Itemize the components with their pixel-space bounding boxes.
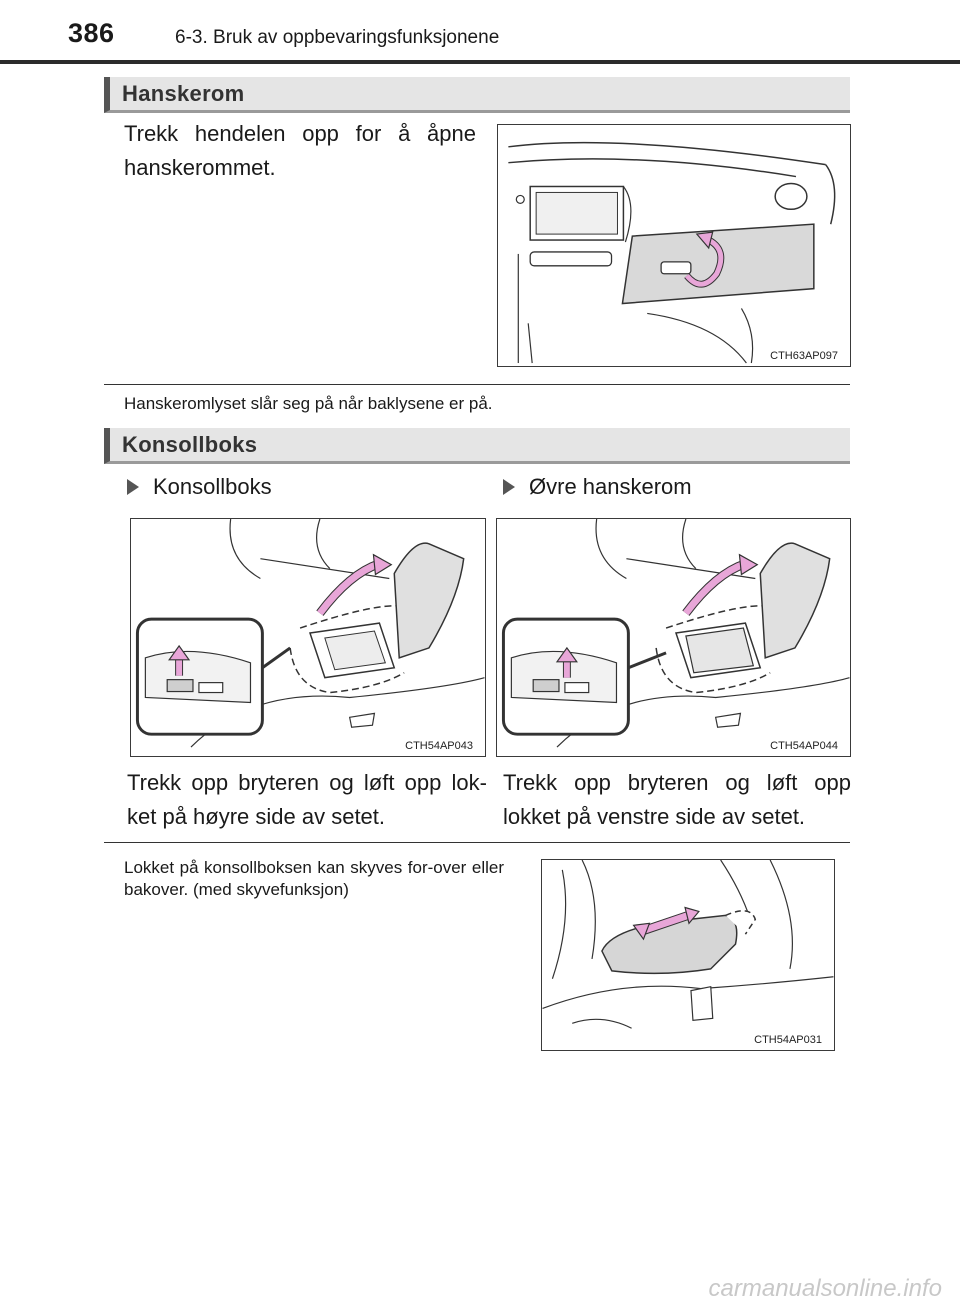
bullet-console-box <box>127 474 272 500</box>
page-number: 386 <box>68 18 115 48</box>
section-heading-glovebox: Hanskerom <box>104 77 850 113</box>
section-heading-console: Konsollboks <box>104 428 850 464</box>
slide-note: Lokket på konsollboksen kan skyves for-over eller bakover. (med skyvefunksjon) <box>124 858 504 899</box>
figure-code: CTH54AP044 <box>770 740 838 752</box>
bullet-label: Øvre hanskerom <box>529 474 692 499</box>
slide-lid-figure <box>541 859 835 1051</box>
bullet-triangle-icon <box>503 479 515 495</box>
slide-lid-illustration <box>542 860 834 1050</box>
figure-code: CTH63AP097 <box>770 350 838 362</box>
console-box-illustration <box>131 519 485 756</box>
glovebox-illustration <box>498 125 850 366</box>
bullet-upper-glovebox <box>503 474 692 500</box>
bullet-label: Konsollboks <box>153 474 272 499</box>
figure-code: CTH54AP031 <box>754 1034 822 1046</box>
upper-glovebox-figure <box>496 518 851 757</box>
glovebox-instruction: Trekk hendelen opp for å åpne hanskerommet. <box>124 121 476 180</box>
divider <box>104 384 850 385</box>
header-rule <box>0 60 960 64</box>
glovebox-figure <box>497 124 851 367</box>
watermark: carmanualsonline.info <box>708 1275 942 1302</box>
divider <box>104 842 850 843</box>
chapter-title: 6-3. Bruk av oppbevaringsfunksjonene <box>175 27 500 48</box>
console-right-instruction: Trekk opp bryteren og løft opp lokket på venstre side av setet. <box>503 770 851 829</box>
upper-glovebox-illustration <box>497 519 850 756</box>
bullet-triangle-icon <box>127 479 139 495</box>
figure-code: CTH54AP043 <box>405 740 473 752</box>
console-box-figure <box>130 518 486 757</box>
console-left-instruction: Trekk opp bryteren og løft opp lok-ket på høyre side av setet. <box>127 770 487 829</box>
glovebox-note: Hanskeromlyset slår seg på når baklysene er på. <box>124 394 493 413</box>
